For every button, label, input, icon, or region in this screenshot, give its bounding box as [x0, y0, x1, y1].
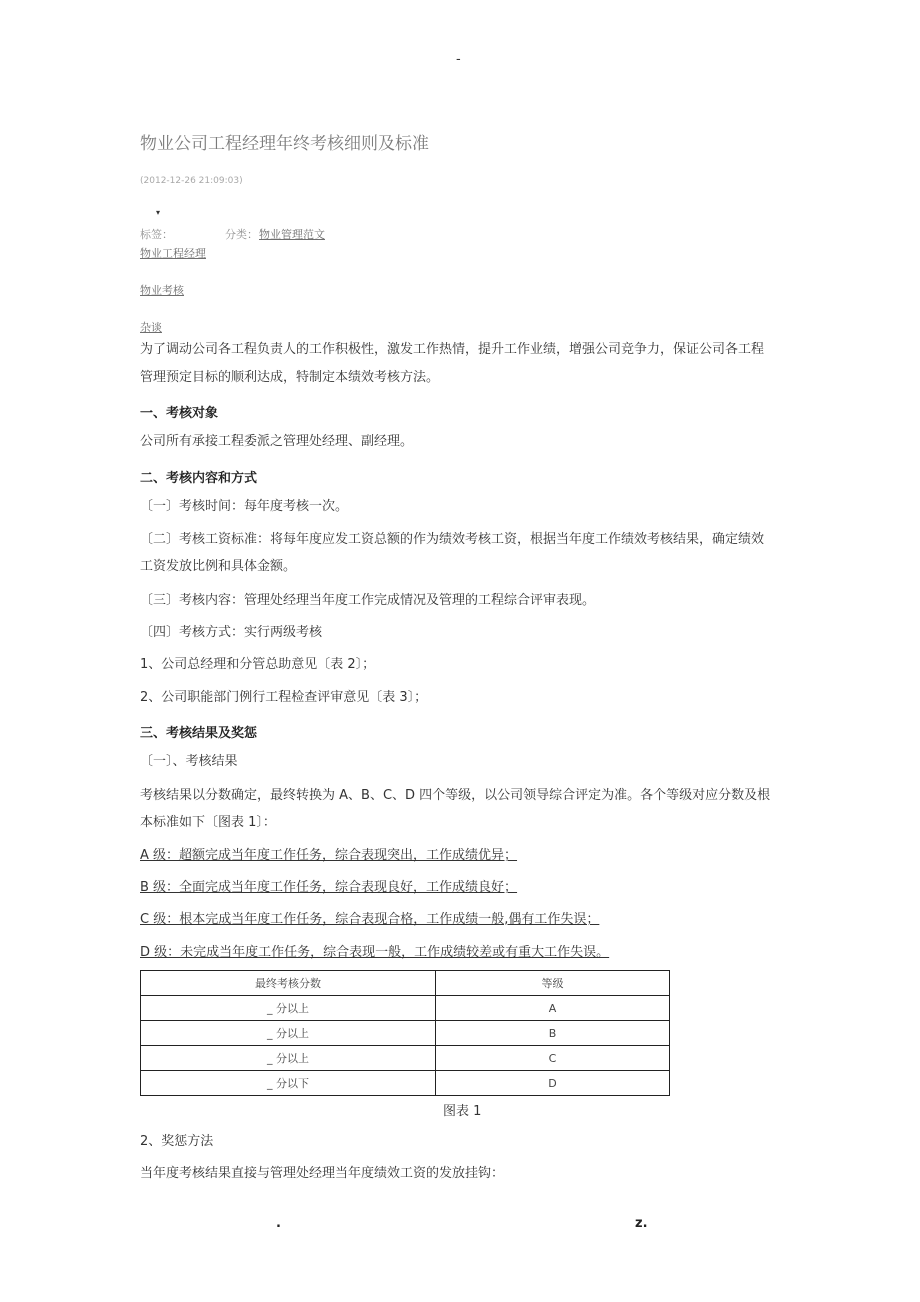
- sub-heading: 2、奖惩方法: [140, 1134, 214, 1149]
- grade-line: C 级：根本完成当年度工作任务，综合表现合格，工作成绩一般,偶有工作失误；: [140, 912, 600, 927]
- intro-line: 管理预定目标的顺利达成，特制定本绩效考核方法。: [140, 370, 440, 385]
- table-header-row: [141, 971, 670, 996]
- table-cell: _ 分以下: [141, 1071, 436, 1096]
- section-heading: 三、考核结果及奖惩: [140, 726, 258, 741]
- grade-table: [140, 970, 670, 1096]
- paragraph: 公司所有承接工程委派之管理处经理、副经理。: [140, 434, 414, 449]
- category-link[interactable]: 物业管理范文: [259, 228, 325, 241]
- paragraph: 〔四〕考核方式：实行两级考核: [140, 625, 323, 640]
- header-mark: -: [456, 52, 461, 67]
- table-caption: 图表 1: [443, 1104, 482, 1119]
- paragraph: 本标准如下〔图表 1〕：: [140, 815, 276, 830]
- sub-heading: 〔一〕、考核结果: [140, 754, 238, 769]
- table-cell: A: [436, 996, 670, 1021]
- paragraph: 〔一〕考核时间：每年度考核一次。: [140, 499, 349, 514]
- category-label: 分类：: [225, 228, 258, 241]
- table-cell: _ 分以上: [141, 1021, 436, 1046]
- tag-link[interactable]: 物业工程经理: [140, 247, 206, 260]
- paragraph: 当年度考核结果直接与管理处经理当年度绩效工资的发放挂钩：: [140, 1166, 505, 1181]
- grade-line: A 级：超额完成当年度工作任务，综合表现突出，工作成绩优异；: [140, 848, 518, 863]
- section-heading: 二、考核内容和方式: [140, 471, 258, 486]
- article-date: (2012-12-26 21:09:03): [140, 176, 243, 186]
- section-heading: 一、考核对象: [140, 406, 219, 421]
- table-cell: D: [436, 1071, 670, 1096]
- paragraph: 工资发放比例和具体金额。: [140, 559, 297, 574]
- table-header-cell: 最终考核分数: [141, 971, 436, 996]
- table-row: [141, 1046, 670, 1071]
- intro-line: 为了调动公司各工程负责人的工作积极性，激发工作热情，提升工作业绩，增强公司竞争力，保证公司各工程: [140, 342, 765, 357]
- grade-line: D 级：未完成当年度工作任务，综合表现一般，工作成绩较差或有重大工作失误。: [140, 945, 610, 960]
- table-row: [141, 996, 670, 1021]
- paragraph: 〔二〕考核工资标准：将每年度应发工资总额的作为绩效考核工资，根据当年度工作绩效考核结果，确定绩效: [140, 532, 765, 547]
- table-header-cell: 等级: [436, 971, 670, 996]
- paragraph: 1、公司总经理和分管总助意见〔表 2〕；: [140, 657, 376, 672]
- tag-link[interactable]: 物业考核: [140, 284, 184, 297]
- table-row: [141, 1021, 670, 1046]
- table-cell: B: [436, 1021, 670, 1046]
- article-title: 物业公司工程经理年终考核细则及标准: [140, 134, 429, 154]
- paragraph: 考核结果以分数确定，最终转换为 A、B、C、D 四个等级，以公司领导综合评定为准。各个等级对应分数及根: [140, 788, 771, 803]
- table-cell: _ 分以上: [141, 1046, 436, 1071]
- footer-right-mark: z.: [635, 1216, 648, 1231]
- tags-label: 标签：: [140, 228, 173, 241]
- table-row: [141, 1071, 670, 1096]
- table-cell: _ 分以上: [141, 996, 436, 1021]
- dropdown-triangle-icon[interactable]: ▾: [156, 208, 161, 217]
- paragraph: 〔三〕考核内容：管理处经理当年度工作完成情况及管理的工程综合评审表现。: [140, 593, 596, 608]
- grade-line: B 级：全面完成当年度工作任务，综合表现良好，工作成绩良好；: [140, 880, 518, 895]
- paragraph: 2、公司职能部门例行工程检查评审意见〔表 3〕；: [140, 690, 428, 705]
- table-cell: C: [436, 1046, 670, 1071]
- tag-link[interactable]: 杂谈: [140, 321, 162, 334]
- footer-left-mark: .: [276, 1216, 281, 1231]
